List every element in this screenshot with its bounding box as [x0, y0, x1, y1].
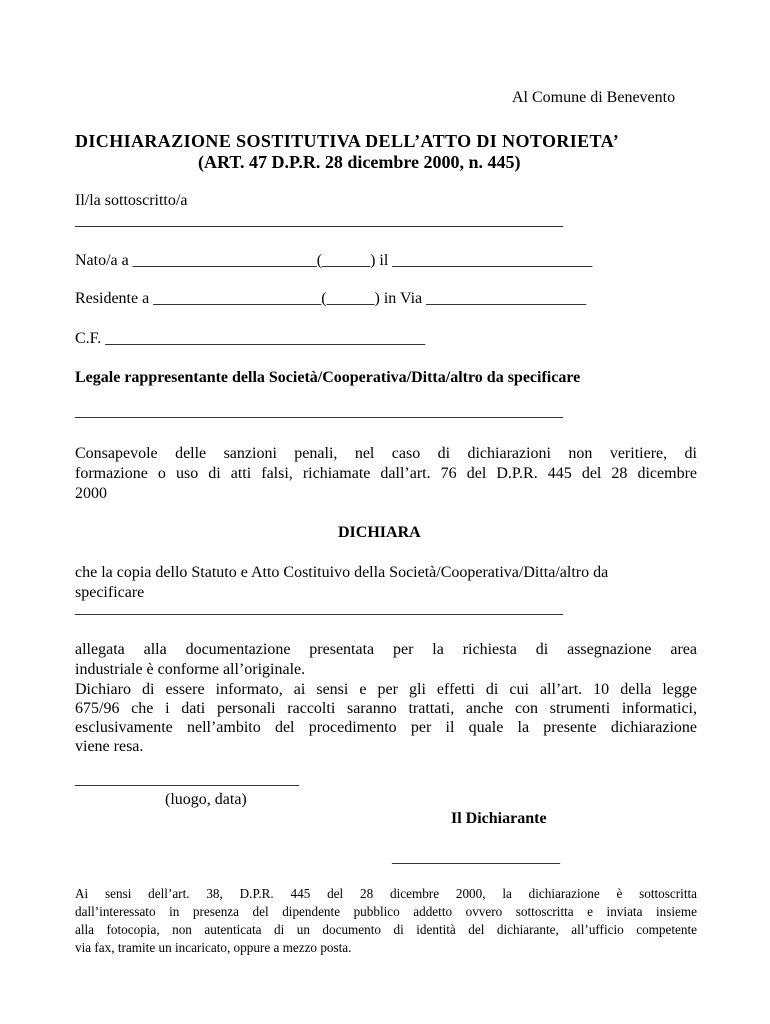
dichiarante-signature-blank: _____________________ [392, 849, 560, 866]
privacy-line-1: Dichiaro di essere informato, ai sensi e per gli effetti di cui all’art. 10 della legge [75, 681, 697, 698]
luogo-data-blank: ____________________________ [75, 771, 299, 788]
allegata-line-1: allegata alla documentazione presentata per la richiesta di assegnazione area [75, 641, 697, 658]
nato-line: Nato/a a _______________________(______) il _________________________ [75, 252, 593, 269]
sottoscritto-label: Il/la sottoscritto/a [75, 192, 188, 209]
sottoscritto-blank: _____________________________________________________________ [75, 212, 563, 229]
document-subtitle: (ART. 47 D.P.R. 28 dicembre 2000, n. 445) [198, 152, 521, 172]
footnote-line-2: dall’interessato in presenza del dipendente pubblico addetto ovvero sottoscritta e inviata insieme [75, 904, 697, 919]
footnote-line-1: Ai sensi dell’art. 38, D.P.R. 445 del 28 dicembre 2000, la dichiarazione è sottoscritta [75, 886, 697, 901]
legale-rappresentante-label: Legale rappresentante della Società/Cooperativa/Ditta/altro da specificare [75, 369, 581, 386]
statuto-blank: _____________________________________________________________ [75, 600, 563, 617]
dichiara-heading: DICHIARA [338, 524, 421, 541]
statuto-line-1: che la copia dello Statuto e Atto Costituivo della Società/Cooperativa/Ditta/altro da [75, 564, 609, 581]
consapevole-line-3: 2000 [75, 485, 107, 502]
privacy-line-3: esclusivamente nell’ambito del procedimento per il quale la presente dichiarazione [75, 719, 697, 736]
residente-line: Residente a _____________________(______) in Via ____________________ [75, 290, 587, 307]
allegata-line-2: industriale è conforme all’originale. [75, 661, 306, 678]
statuto-line-2: specificare [75, 584, 145, 601]
recipient-line: Al Comune di Benevento [512, 89, 676, 106]
luogo-data-label: (luogo, data) [165, 791, 247, 808]
legale-rappresentante-blank: _____________________________________________________________ [75, 403, 563, 420]
cf-line: C.F. ________________________________________ [75, 330, 426, 347]
footnote-line-4: via fax, tramite un incaricato, oppure a mezzo posta. [75, 940, 352, 955]
consapevole-line-1: Consapevole delle sanzioni penali, nel caso di dichiarazioni non veritiere, di [75, 445, 697, 462]
document-title: DICHIARAZIONE SOSTITUTIVA DELL’ATTO DI NOTORIETA’ [75, 131, 620, 151]
footnote-line-3: alla fotocopia, non autenticata di un documento di identità del dichiarante, all’ufficio competente [75, 922, 697, 937]
dichiarante-label: Il Dichiarante [451, 810, 547, 827]
privacy-line-2: 675/96 che i dati personali raccolti saranno trattati, anche con strumenti informatici, [75, 700, 697, 717]
consapevole-line-2: formazione o uso di atti falsi, richiamate dall’art. 76 del D.P.R. 445 del 28 dicembre [75, 465, 697, 482]
privacy-line-4: viene resa. [75, 738, 144, 755]
